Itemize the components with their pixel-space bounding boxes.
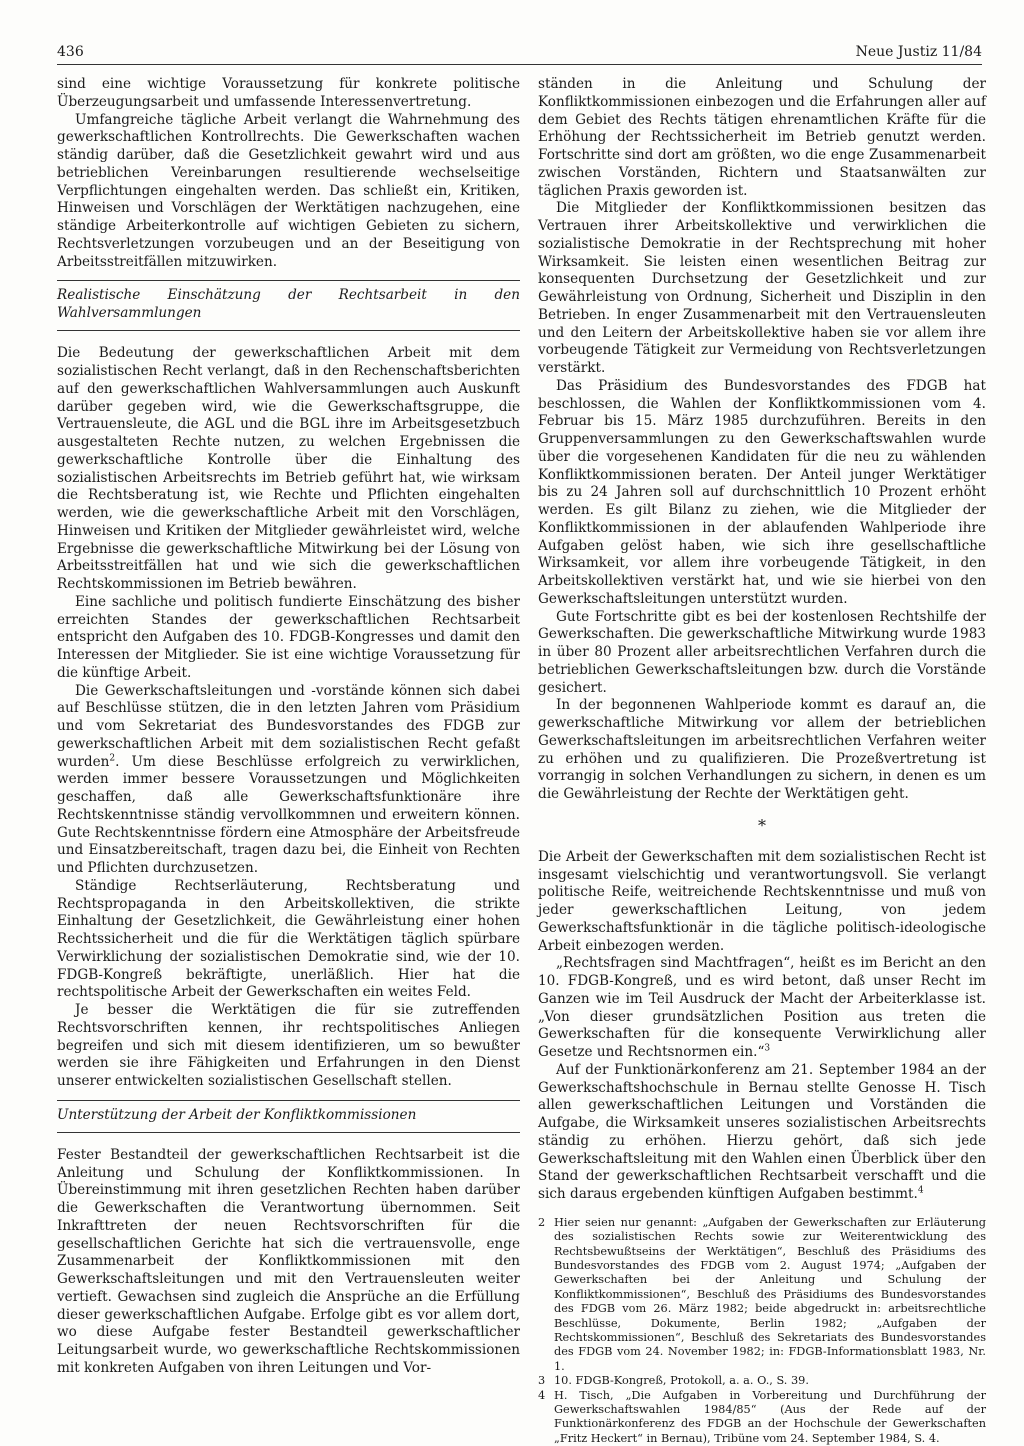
footnotes [538, 1216, 986, 1446]
paragraph-text: Die Gewerkschaftsleitungen und -vorstände können sich dabei auf Beschlüsse stützen, die in den letzten Jahren vom Präsidium und vom Sekretariat des Bundesvorstandes des FDGB zur gewerkschaftlichen Arbeit mit dem sozialistischen Recht gefaßt wurden [57, 682, 520, 770]
footnote-text: H. Tisch, „Die Aufgaben in Vorbereitung und Durchführung der Gewerkschaftswahlen 1984/85“ (Aus der Rede auf der Funktionärkonferenz des FDGB an der Hochschule der Gewerkschaften „Fritz Heckert“ in Bernau), Tribüne vom 24. September 1984, S. 4. [554, 1388, 986, 1445]
paragraph-text: Auf der Funktionärkonferenz am 21. September 1984 an der Gewerkschaftshochschule in Bernau stellte Genosse H. Tisch allen gewerkschaftlichen Leitungen und Vorständen die Aufgabe, die Wirksamkeit unseres sozialistischen Arbeitsrechts ständig zu erhöhen. Hierzu gehört, daß sich jede Gewerkschaftsleitung mit den Wahlen einen Überblick über den Stand der gewerkschaftlichen Rechtsarbeit verschafft und die sich daraus ergebenden künftigen Aufgaben bestimmt. [538, 1061, 986, 1202]
paragraph: Die Bedeutung der gewerkschaftlichen Arbeit mit dem sozialistischen Recht verlangt, daß in den Rechenschaftsberichten auf den gewerkschaftlichen Wahlversammlungen auch Auskunft darüber gegeben wird, wie die Gewerkschaftsgruppe, die Vertrauensleute, die AGL und die BGL ihre im Arbeitsgesetzbuch ausgestalteten Rechte nutzen, zu welchen Ergebnissen die gewerkschaftliche Kontrolle über die Einhaltung des sozialistischen Arbeitsrechts im Betrieb geführt hat, wie wirksam die Rechtsberatung ist, wie Rechte und Pflichten eingehalten werden, wie die gewerkschaftliche Arbeit mit den Vorschlägen, Hinweisen und Kritiken der Mitglieder gewährleistet wird, welche Ergebnisse die gewerkschaftliche Mitwirkung bei der Lösung von Arbeitsstreitfällen hat und wie sich die gewerkschaftlichen Rechtskommissionen im Betrieb bewähren. [57, 345, 520, 592]
paragraph [57, 683, 520, 878]
footnote [538, 1216, 986, 1374]
left-column [57, 76, 520, 1378]
section-heading: Unterstützung der Arbeit der Konfliktkommissionen [57, 1100, 520, 1133]
paragraph: In der begonnenen Wahlperiode kommt es darauf an, die gewerkschaftliche Mitwirkung vor allem der betrieblichen Gewerkschaftsleitungen im arbeitsrechtlichen Verfahren weiter zu erhöhen und zu qualifizieren. Die Prozeßvertretung ist vorrangig in solchen Verhandlungen zu sichern, in denen es um die Gewährleistung der Rechte der Werktätigen geht. [538, 697, 986, 802]
paragraph-text: . Um diese Beschlüsse erfolgreich zu verwirklichen, werden immer bessere Voraussetzungen und Möglichkeiten geschaffen, daß alle Gewerkschaftsfunktionäre ihre Rechtskenntnisse ständig vervollkommnen und erweitern können. Gute Rechtskenntnisse fördern eine Atmosphäre der Arbeitsfreude und Einsatzbereitschaft, tragen dazu bei, die Einheit von Rechten und Pflichten durchzusetzen. [57, 753, 520, 876]
paragraph: Gute Fortschritte gibt es bei der kostenlosen Rechtshilfe der Gewerkschaften. Die gewerkschaftliche Mitwirkung wurde 1983 in über 80 Prozent aller arbeitsrechtlichen Verfahren durch die betrieblichen Gewerkschaftsleitungen bzw. durch die Vorstände gesichert. [538, 608, 986, 696]
paragraph: ständen in die Anleitung und Schulung der Konfliktkommissionen einbezogen und die Erfahrungen aller auf dem Gebiet des Rechts tätigen ehrenamtlichen Kräfte für die Erhöhung der Rechtssicherheit im Betrieb genutzt werden. Fortschritte sind dort am größten, wo die enge Zusammenarbeit zwischen Vorständen, Richtern und Staatsanwälten zur täglichen Praxis geworden ist. [538, 76, 986, 199]
paragraph: Je besser die Werktätigen die für sie zutreffenden Rechtsvorschriften kennen, ihr rechtspolitisches Anliegen begreifen und sich mit diesem identifizieren, um so bewußter werden sie ihre Fähigkeiten und Erfahrungen in den Dienst unserer entwickelten sozialistischen Gesellschaft stellen. [57, 1002, 520, 1089]
journal-issue: Neue Justiz 11/84 [855, 44, 982, 60]
paragraph-text: „Rechtsfragen sind Machtfragen“, heißt es im Bericht an den 10. FDGB-Kongreß, und es wird betont, daß unser Recht im Ganzen wie im Teil Ausdruck der Macht der Arbeiterklasse ist. „Von dieser grundsätzlichen Position aus treten die Gewerkschaften für die konsequente Verwirklichung aller Gesetze und Rechtsnormen ein.“ [538, 955, 986, 1060]
paragraph [538, 1062, 986, 1204]
paragraph: Eine sachliche und politisch fundierte Einschätzung des bisher erreichten Standes der gewerkschaftlichen Rechtsarbeit entspricht den Aufgaben des 10. FDGB-Kongresses und damit den Interessen der Mitglieder. Sie ist eine wichtige Voraussetzung für die künftige Arbeit. [57, 593, 520, 681]
paragraph: Umfangreiche tägliche Arbeit verlangt die Wahrnehmung des gewerkschaftlichen Kontrollrechts. Die Gewerkschaften wachen ständig darüber, daß die Gesetzlichkeit gewahrt wird und aus betrieblichen Vereinbarungen resultierende wechselseitige Verpflichtungen eingehalten werden. Das schließt ein, Kritiken, Hinweisen und Vorschlägen der Werktätigen nachzugehen, eine ständige Arbeiterkontrolle auf wichtigen Gebieten zu sichern, Rechtsverletzungen vorzubeugen und an der Beseitigung von Arbeitsstreitfällen mitzuwirken. [57, 111, 520, 270]
paragraph: Ständige Rechtserläuterung, Rechtsberatung und Rechtspropaganda in den Arbeitskollektiven, die strikte Einhaltung der Gesetzlichkeit, die Gewährleistung einer hohen Rechtssicherheit und die für die Werktätigen täglich spürbare Verwirklichung der sozialistischen Demokratie sind, wie der 10. FDGB-Kongreß bekräftigte, unerläßlich. Hier hat die rechtspolitische Arbeit der Gewerkschaften ein weites Feld. [57, 877, 520, 1001]
footnote [538, 1374, 986, 1388]
header-rule [57, 64, 982, 65]
paragraph [538, 955, 986, 1062]
footnote-text: Hier seien nur genannt: „Aufgaben der Gewerkschaften zur Erläuterung des sozialistischen Rechts sowie zur Weiterentwicklung des Rechtsbewußtseins der Werktätigen“, Beschluß des Präsidiums des Bundesvorstandes des FDGB vom 2. August 1974; „Aufgaben der Gewerkschaften bei der Anleitung und Schulung der Konfliktkommissionen“, Beschluß des Präsidiums des Bundesvorstandes des FDGB vom 26. März 1982; beide abgedruckt in: arbeitsrechtliche Beschlüsse, Dokumente, Berlin 1982; „Aufgaben der Rechtskommissionen“, Beschluß des Sekretariats des Bundesvorstandes des FDGB vom 24. November 1982; in: FDGB-Informationsblatt 1983, Nr. 1. [554, 1215, 986, 1373]
footnote-number: 4 [538, 1388, 546, 1402]
footnote [538, 1389, 986, 1446]
footnote-number: 2 [538, 1215, 546, 1229]
paragraph: sind eine wichtige Voraussetzung für konkrete politische Überzeugungsarbeit und umfassende Interessenvertretung. [57, 76, 520, 110]
paragraph: Die Mitglieder der Konfliktkommissionen besitzen das Vertrauen ihrer Arbeitskollektive und verwirklichen die sozialistische Demokratie in der Rechtsprechung mit hoher Wirksamkeit. Sie leisten einen wesentlichen Beitrag zur konsequenten Durchsetzung der Gesetzlichkeit und zur Gewährleistung von Ordnung, Sicherheit und Disziplin in den Betrieben. In enger Zusammenarbeit mit den Vertrauensleuten und den Leitern der Arbeitskollektive haben sie vor allem ihre vorbeugende Tätigkeit zur Vermeidung von Rechtsverletzungen verstärkt. [538, 200, 986, 376]
paragraph: Fester Bestandteil der gewerkschaftlichen Rechtsarbeit ist die Anleitung und Schulung der Konfliktkommissionen. In Übereinstimmung mit ihren gesetzlichen Rechten haben darüber die Gewerkschaften die Verantwortung übernommen. Seit Inkrafttreten der neuen Rechtsvorschriften für die gesellschaftlichen Gerichte hat sich die vertrauensvolle, enge Zusammenarbeit der Konfliktkommissionen mit den Gewerkschaftsleitungen und mit den Vertrauensleuten weiter vertieft. Gewachsen sind zugleich die Ansprüche an die Erfüllung dieser gewerkschaftlichen Aufgabe. Erfolge gibt es vor allem dort, wo diese Aufgabe fester Bestandteil gewerkschaftlicher Leitungsarbeit wurde, wo gewerkschaftliche Rechtskommissionen mit konkreten Aufgaben von ihren Leitungen und Vor- [57, 1146, 520, 1376]
paragraph: Das Präsidium des Bundesvorstandes des FDGB hat beschlossen, die Wahlen der Konfliktkommissionen vom 4. Februar bis 15. März 1985 durchzuführen. Bereits in den Gruppenversammlungen zu den Gewerkschaftswahlen wurde über die vorgesehenen Kandidaten für die neu zu wählenden Konfliktkommissionen beraten. Der Anteil junger Werktätiger bis zu 24 Jahren soll auf durchschnittlich 10 Prozent erhöht werden. Es gilt Bilanz zu ziehen, wie die Mitglieder der Konfliktkommissionen in der ablaufenden Wahlperiode ihre Aufgaben gelöst haben, wie sich ihre gesellschaftliche Wirksamkeit, vor allem ihre vorbeugende Tätigkeit, in den Arbeitskollektiven verstärkt hat, und wie sie hierbei von den Gewerkschaftsleitungen unterstützt wurden. [538, 377, 986, 607]
section-separator: * [758, 815, 766, 835]
page-number: 436 [57, 44, 84, 60]
footnote-number: 3 [538, 1374, 546, 1388]
footnote-ref: 4 [917, 1185, 924, 1196]
footnote-ref: 3 [764, 1043, 771, 1054]
right-column [538, 76, 986, 1446]
section-heading: Realistische Einschätzung der Rechtsarbeit in den Wahlversammlungen [57, 280, 520, 331]
footnote-ref: 2 [109, 752, 116, 763]
paragraph: Die Arbeit der Gewerkschaften mit dem sozialistischen Recht ist insgesamt vielschichtig und verantwortungsvoll. Sie verlangt politische Reife, weitreichende Rechtskenntnisse und muß von jeder gewerkschaftlichen Leitung, von jedem Gewerkschaftsfunktionär in die tägliche politisch-ideologische Arbeit einbezogen werden. [538, 848, 986, 954]
footnote-text: 10. FDGB-Kongreß, Protokoll, a. a. O., S. 39. [554, 1374, 809, 1388]
